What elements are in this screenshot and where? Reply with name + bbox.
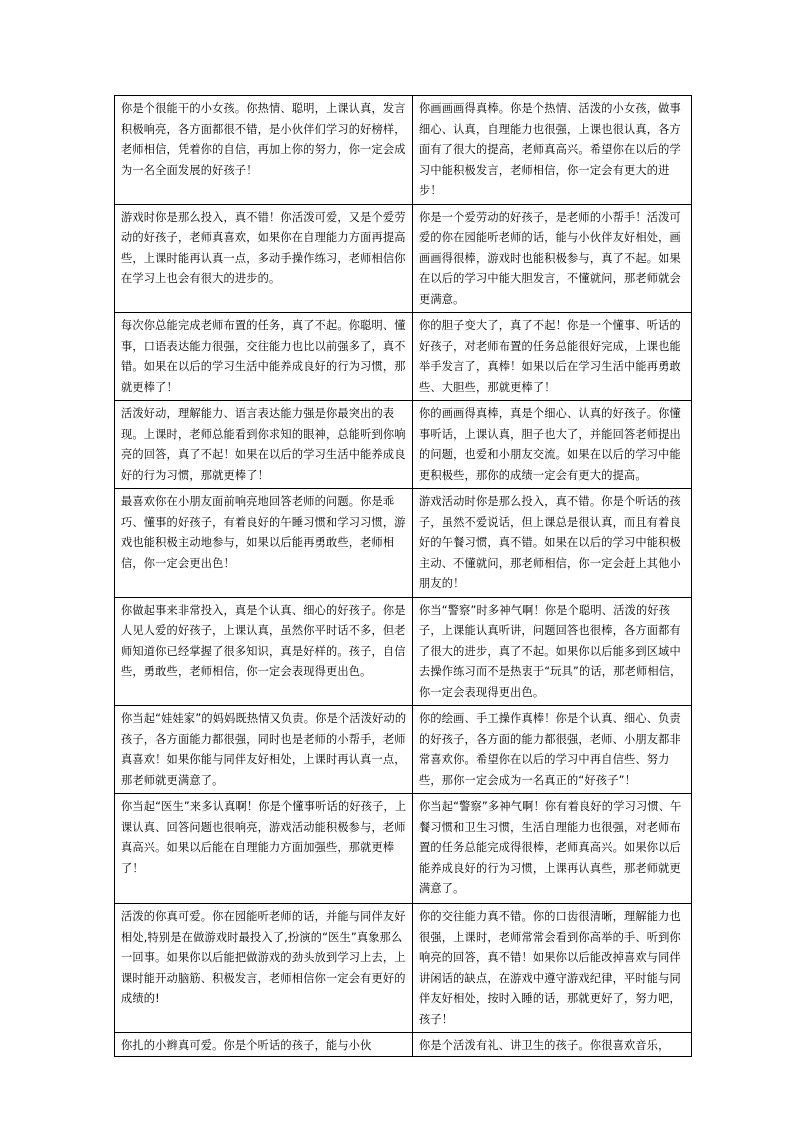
comment-table-page <box>114 95 681 1057</box>
comment-cell: 活泼的你真可爱。你在园能听老师的话，并能与同伴友好相处,特别是在做游戏时最投入了,扮演的“医生”真象那么一回事。如果你以后能把做游戏的劲头放到学习上去，上课时能开动脑筋、积极发言，老师相信你一定会有更好的成绩的! <box>115 904 413 1033</box>
comment-cell: 你当“警察”时多神气啊！你是个聪明、活泼的好孩子，上课能认真听讲，问题回答也很棒，各方面都有了很大的进步，真了不起。如果你以后能多到区域中去操作练习而不是热衷于“玩具”的话，那老师相信，你一定会表现得更出色。 <box>413 597 692 706</box>
comment-cell: 活泼好动，理解能力、语言表达能力强是你最突出的表现。上课时，老师总能看到你求知的眼神，总能听到你响亮的回答，真了不起！如果在以后的学习生活中能养成良好的行为习惯，那就更棒了！ <box>115 401 413 489</box>
teacher-comments-table <box>114 95 692 1057</box>
comment-cell: 你画画画得真棒。你是个热情、活泼的小女孩，做事细心、认真，自理能力也很强，上课也很认真，各方面有了很大的提高，老师真高兴。希望你在以后的学习中能积极发言，老师相信，你一定会有更大的进步！ <box>413 96 692 205</box>
comment-cell: 你当起“警察”多神气啊！你有着良好的学习习惯、午餐习惯和卫生习惯，生活自理能力也很强，对老师布置的任务总能完成得很棒，老师真高兴。如果你以后能养成良好的行为习惯，上课再认真些，那老师就更满意了。 <box>413 794 692 904</box>
comment-cell: 你当起“医生”来多认真啊！你是个懂事听话的好孩子，上课认真、回答问题也很响亮，游戏活动能积极参与，老师真高兴。如果以后能在自理能力方面加强些，那就更棒了！ <box>115 794 413 904</box>
comment-cell: 游戏活动时你是那么投入，真不错。你是个听话的孩子，虽然不爱说话，但上课总是很认真，而且有着良好的午餐习惯，真不错。如果在以后的学习中能积极主动、不懂就问，那老师相信，你一定会赶上其他小朋友的！ <box>413 489 692 598</box>
comment-cell <box>413 1033 692 1057</box>
table-row <box>115 313 692 401</box>
comment-cell-text: 你扎的小辫真可爱。你是个听话的孩子，能与小伙 <box>121 1039 372 1052</box>
comment-cell: 你的画画得真棒，真是个细心、认真的好孩子。你懂事听话，上课认真，胆子也大了，并能回答老师提出的问题，也爱和小朋友交流。如果在以后的学习中能更积极些，那你的成绩一定会有更大的提高。 <box>413 401 692 489</box>
table-row <box>115 96 692 205</box>
table-row <box>115 904 692 1033</box>
comment-cell: 每次你总能完成老师布置的任务，真了不起。你聪明、懂事，口语表达能力很强，交往能力也比以前强多了，真不错。如果在以后的学习生活中能养成良好的行为习惯，那就更棒了！ <box>115 313 413 401</box>
table-row <box>115 1033 692 1057</box>
table-row <box>115 794 692 904</box>
comment-cell: 你的胆子变大了，真了不起！你是一个懂事、听话的好孩子，对老师布置的任务总能很好完成，上课也能举手发言了，真棒！如果以后在学习生活中能再勇敢些、大胆些，那就更棒了！ <box>413 313 692 401</box>
comment-cell: 你的绘画、手工操作真棒！你是个认真、细心、负责的好孩子，各方面的能力都很强，老师、小朋友都非常喜欢你。希望你在以后的学习中再自信些、努力些，那你一定会成为一名真正的“好孩子”！ <box>413 706 692 794</box>
comment-cell: 你当起“娃娃家”的妈妈既热情又负责。你是个活泼好动的孩子，各方面能力都很强，同时也是老师的小帮手，老师真喜欢！如果你能与同伴友好相处，上课时再认真一点，那老师就更满意了。 <box>115 706 413 794</box>
comment-cell: 你做起事来非常投入，真是个认真、细心的好孩子。你是人见人爱的好孩子，上课认真，虽然你平时话不多，但老师知道你已经掌握了很多知识，真是好样的。孩子，自信些，勇敢些，老师相信，你一定会表现得更出色。 <box>115 597 413 706</box>
table-row <box>115 597 692 706</box>
comment-cell-text: 你是个活泼有礼、讲卫生的孩子。你很喜欢音乐， <box>419 1039 670 1052</box>
comment-cell <box>115 1033 413 1057</box>
comment-cell: 你是一个爱劳动的好孩子，是老师的小帮手！活泼可爱的你在园能听老师的话，能与小伙伴友好相处，画画画得很棒，游戏时也能积极参与，真了不起。如果在以后的学习中能大胆发言，不懂就问，那老师就会更满意。 <box>413 204 692 313</box>
table-row <box>115 706 692 794</box>
table-row <box>115 489 692 598</box>
table-row <box>115 401 692 489</box>
comment-cell: 最喜欢你在小朋友面前响亮地回答老师的问题。你是乖巧、懂事的好孩子，有着良好的午睡习惯和学习习惯，游戏也能积极主动地参与，如果以后能再勇敢些，老师相信，你一定会更出色！ <box>115 489 413 598</box>
table-row <box>115 204 692 313</box>
comment-cell: 你是个很能干的小女孩。你热情、聪明，上课认真，发言积极响亮，各方面都很不错，是小伙伴们学习的好榜样，老师相信，凭着你的自信，再加上你的努力，你一定会成为一名全面发展的好孩子！ <box>115 96 413 205</box>
comment-cell: 你的交往能力真不错。你的口齿很清晰，理解能力也很强，上课时，老师常常会看到你高举的手、听到你响亮的回答，真不错！如果你以后能改掉喜欢与同伴讲闲话的缺点，在游戏中遵守游戏纪律，平时能与同伴友好相处，按时入睡的话，那就更好了，努力吧，孩子！ <box>413 904 692 1033</box>
comment-cell: 游戏时你是那么投入，真不错！你活泼可爱，又是个爱劳动的好孩子，老师真喜欢，如果你在自理能力方面再提高些，上课时能再认真一点，多动手操作练习，老师相信你在学习上也会有很大的进步的。 <box>115 204 413 313</box>
